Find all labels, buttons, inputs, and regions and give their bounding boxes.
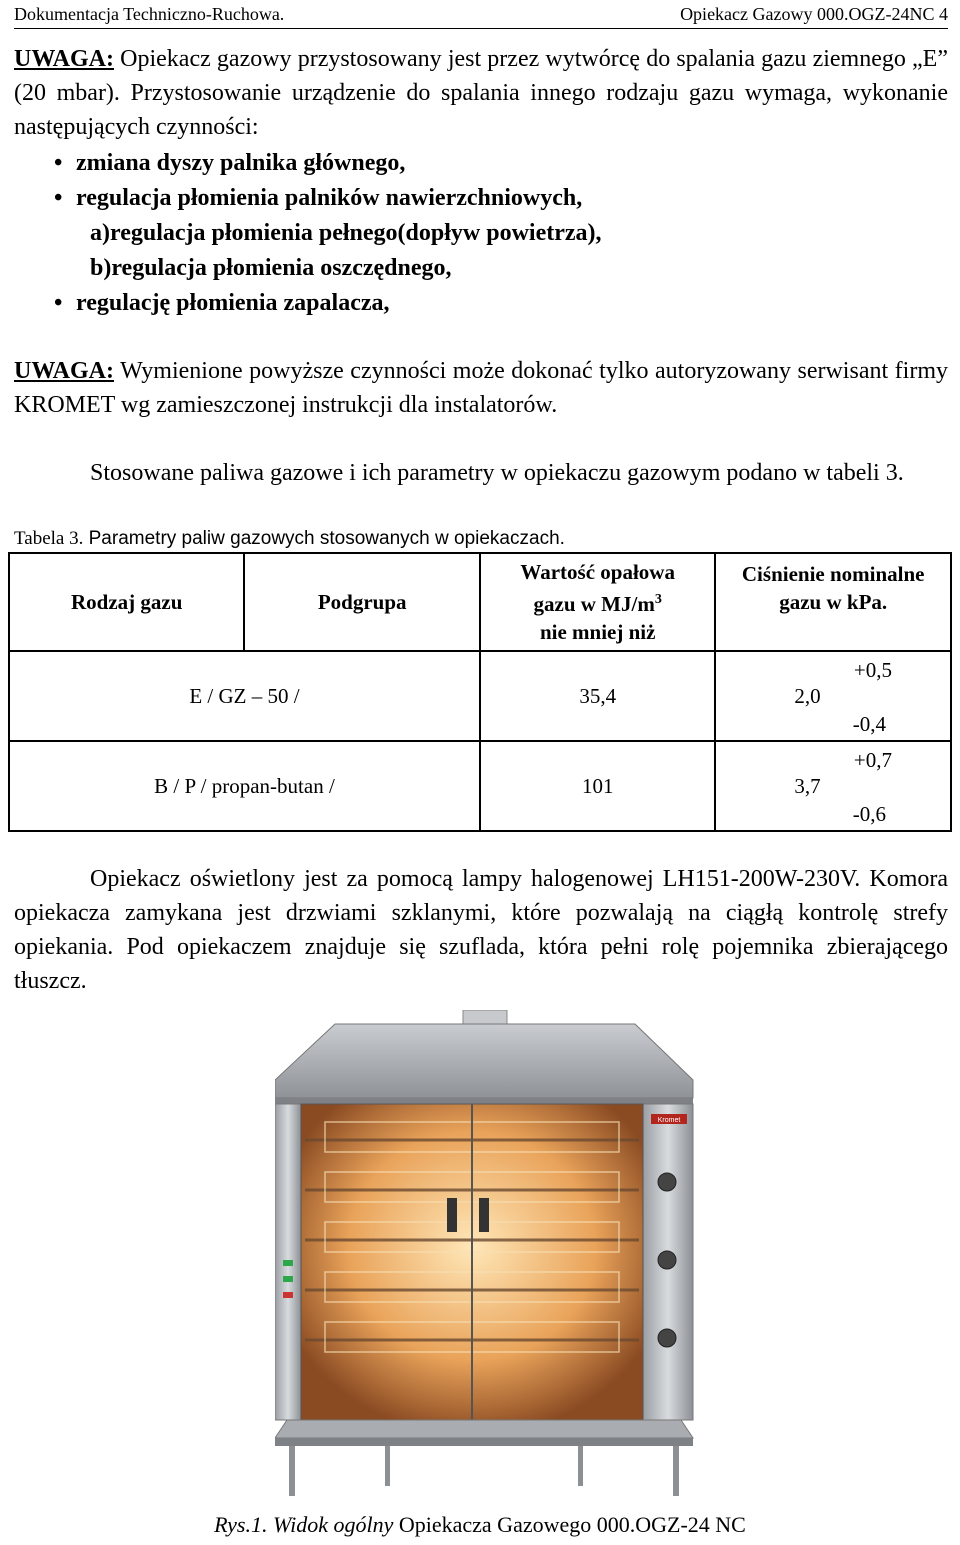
steps-list	[54, 146, 602, 321]
rotisserie-figure	[275, 1010, 695, 1500]
page-header	[14, 2, 948, 29]
table-caption: Tabela 3. Parametry paliw gazowych stosowanych w opiekaczach.	[14, 528, 565, 549]
cell-gas: E / GZ – 50 /	[9, 651, 480, 741]
list-subitem: a)regulacja płomienia pełnego(dopływ powietrza),	[90, 220, 602, 246]
fuels-paragraph: Stosowane paliwa gazowe i ich parametry w opiekaczu gazowym podano w tabeli 3.	[90, 460, 904, 486]
lamp-paragraph: Opiekacz oświetlony jest za pomocą lampy halogenowej LH151-200W-230V. Komora opiekacza zamykana jest drzwiami szklanymi, które pozwalają na ciągłą kontrolę strefy opiekania. Pod opiekaczem znajduje się szuflada, która pełni rolę pojemnika zbierającego tłuszcz.	[14, 866, 948, 994]
knob-icon	[658, 1329, 676, 1347]
figure-caption: Rys.1. Widok ogólny Opiekacza Gazowego 000.OGZ-24 NC	[214, 1512, 746, 1537]
list-item: • regulację płomienia zapalacza,	[54, 286, 602, 321]
cell-pressure: +0,7 3,7 -0,6	[715, 741, 951, 831]
bullet-icon: •	[54, 290, 63, 316]
list-item: • regulacja płomienia palników nawierzchniowych,	[54, 181, 602, 216]
drip-tray	[275, 1420, 693, 1438]
intro-paragraph	[14, 42, 948, 144]
knob-icon	[658, 1251, 676, 1269]
table-header-row	[9, 553, 951, 651]
header-calorific-value: Wartość opałowa gazu w $MJ/m^3$ nie mniej niż	[480, 553, 715, 651]
warning-label: UWAGA:	[14, 358, 114, 384]
header-pressure: Ciśnienie nominalne gazu w kPa.	[715, 553, 951, 651]
header-doc-title: Dokumentacja Techniczno-Ruchowa.	[14, 4, 285, 24]
warning-label: UWAGA:	[14, 46, 114, 72]
intro-text: Opiekacz gazowy przystosowany jest przez wytwórcę do spalania gazu ziemnego „E” (20 mbar). Przystosowanie urządzenie do spalania innego rodzaju gazu wymaga, wykonanie następujących czynności:	[14, 46, 948, 140]
cell-value: 35,4	[480, 651, 715, 741]
cell-value: 101	[480, 741, 715, 831]
header-product-page: Opiekacz Gazowy 000.OGZ-24NC 4	[680, 4, 948, 24]
cell-pressure: +0,5 2,0 -0,4	[715, 651, 951, 741]
chimney	[463, 1010, 507, 1024]
cell-gas: B / P / propan-butan /	[9, 741, 480, 831]
bullet-icon: •	[54, 185, 63, 211]
gas-parameters-table	[8, 552, 952, 832]
rotisserie-illustration	[275, 1010, 695, 1500]
table-row	[9, 651, 951, 741]
knob-icon	[658, 1173, 676, 1191]
notice-paragraph	[14, 354, 948, 422]
header-gas-type: Rodzaj gazu	[9, 553, 244, 651]
bullet-icon: •	[54, 150, 63, 176]
list-item: • zmiana dyszy palnika głównego,	[54, 146, 602, 181]
list-subitem: b)regulacja płomienia oszczędnego,	[90, 255, 452, 281]
header-subgroup: Podgrupa	[244, 553, 480, 651]
table-row	[9, 741, 951, 831]
svg-text:Kromet: Kromet	[657, 1117, 681, 1124]
notice-text: Wymienione powyższe czynności może dokonać tylko autoryzowany serwisant firmy KROMET wg zamieszczonej instrukcji dla instalatorów.	[14, 358, 948, 418]
